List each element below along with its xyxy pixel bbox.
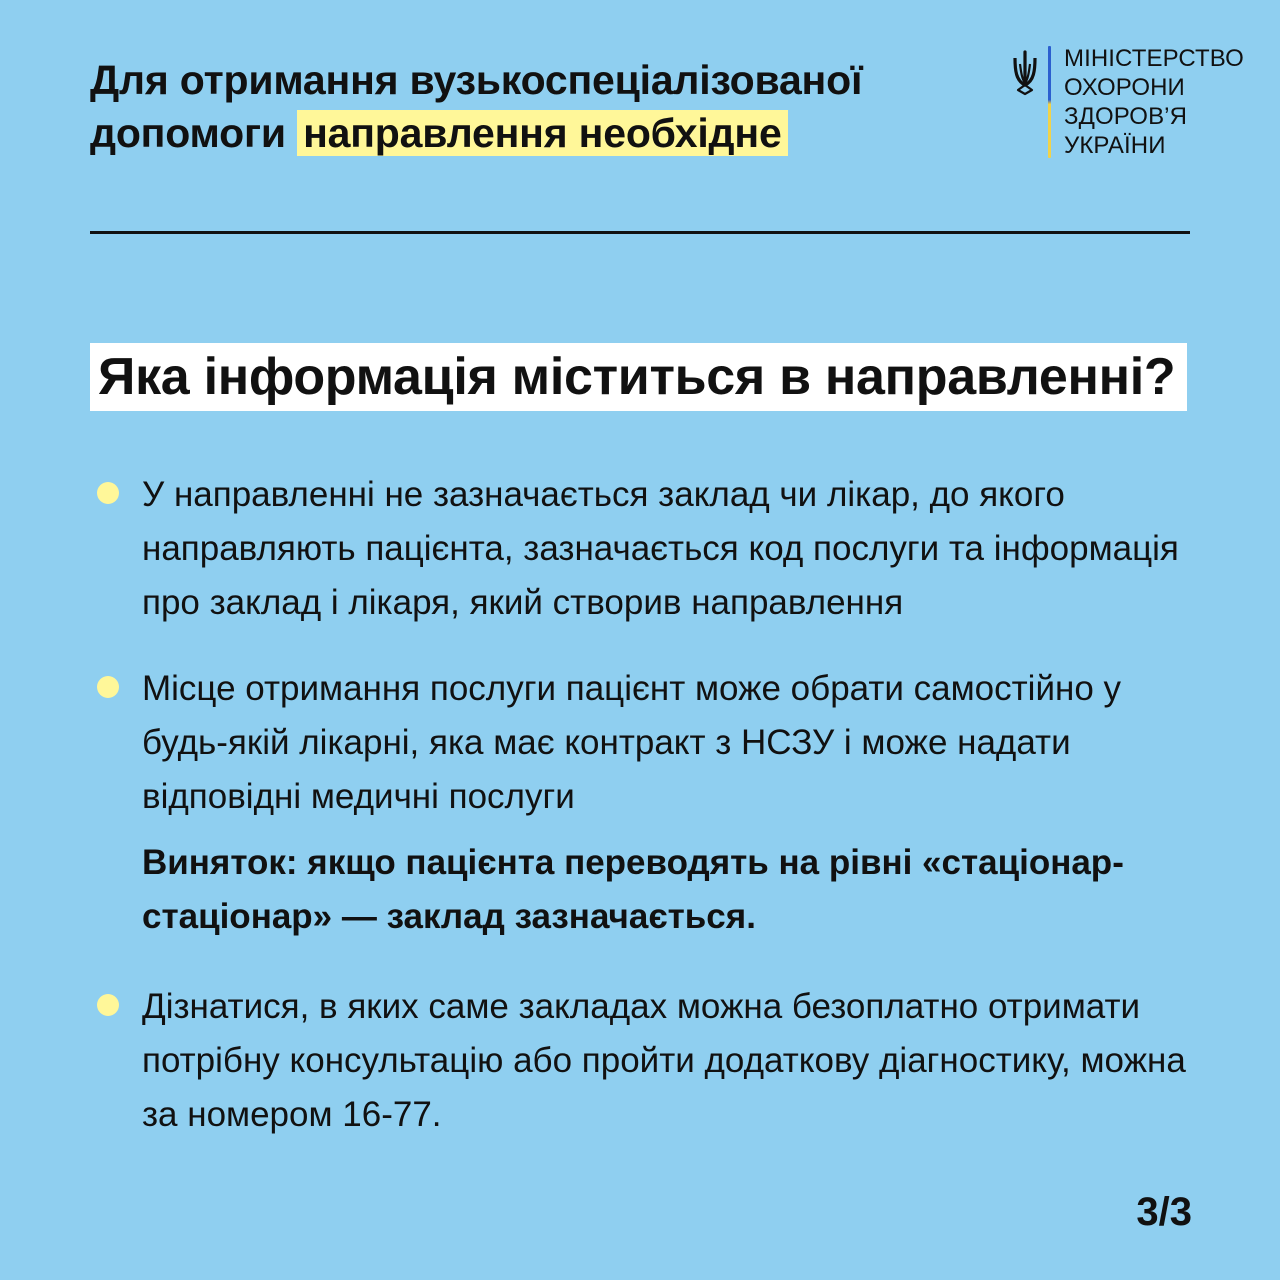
logo-divider [1048, 46, 1051, 158]
bullet-item-3 [142, 980, 1197, 1142]
bullet-dot-icon [97, 994, 119, 1016]
header-title-highlight: направлення необхідне [297, 110, 788, 156]
bullet-text-2: Місце отримання послуги пацієнт може обрати самостійно у будь-якій лікарні, яка має контракт з НСЗУ і може надати відповідні медичні послуги [142, 669, 1122, 816]
header-title-line-2 [90, 107, 940, 160]
page-counter: 3/3 [1136, 1190, 1192, 1234]
logo-line-4: УКРАЇНИ [1064, 132, 1166, 159]
section-title: Яка інформація міститься в направленні? [90, 343, 1187, 411]
header-title [90, 54, 940, 160]
bullet-text-3: Дізнатися, в яких саме закладах можна безоплатно отримати потрібну консультацію або пройти додаткову діагностику, можна за номером 16-77. [142, 987, 1186, 1134]
bullet-dot-icon [97, 676, 119, 698]
bullet-item-1 [142, 468, 1197, 630]
trident-icon [1010, 50, 1040, 96]
header-title-prefix: допомоги [90, 110, 286, 156]
logo-text [1064, 44, 1244, 160]
exception-note: Виняток: якщо пацієнта переводять на рівні «стаціонар-стаціонар» — заклад зазначається. [142, 843, 1124, 936]
header-divider [90, 231, 1190, 234]
ministry-logo [1010, 44, 1244, 168]
logo-line-3: ЗДОРОВ’Я [1064, 103, 1188, 130]
logo-line-1: МІНІСТЕРСТВО [1064, 45, 1244, 72]
bullet-item-2 [142, 662, 1197, 824]
bullet-dot-icon [97, 482, 119, 504]
bullet-text-1: У направленні не зазначається заклад чи лікар, до якого направляють пацієнта, зазначається код послуги та інформація про заклад і лікаря, який створив направлення [142, 475, 1179, 622]
logo-line-2: ОХОРОНИ [1064, 74, 1185, 101]
header-title-line-1: Для отримання вузькоспеціалізованої [90, 57, 863, 103]
